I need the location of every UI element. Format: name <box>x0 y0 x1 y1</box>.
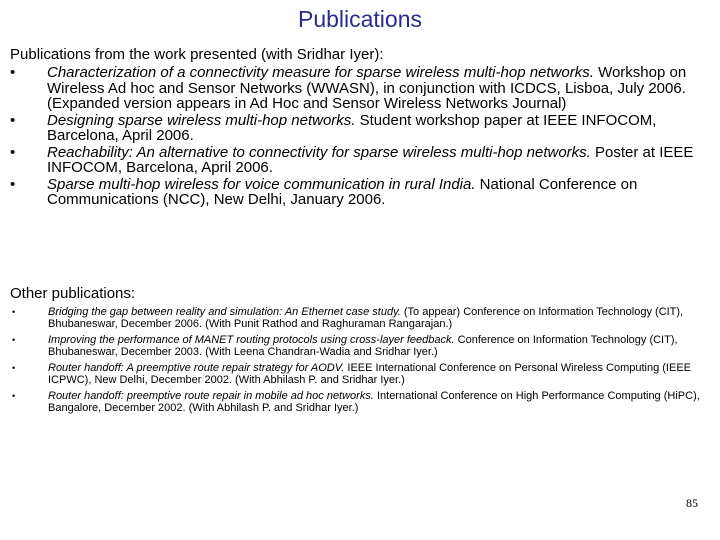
page-title: Publications <box>297 6 423 32</box>
bullet-icon: • <box>12 335 16 345</box>
publication-details: Student workshop paper at IEEE INFOCOM, Barcelona, April 2006. <box>47 111 657 144</box>
list-item <box>10 334 715 358</box>
bullet-icon: • <box>10 64 16 81</box>
publication-title: Improving the performance of MANET routing protocols using cross-layer feedback. <box>48 334 455 346</box>
bullet-icon: • <box>12 363 16 373</box>
bullet-icon: • <box>10 143 16 161</box>
publication-title: Bridging the gap between reality and simulation: An Ethernet case study. <box>48 306 401 318</box>
list-item <box>10 65 715 112</box>
other-publications-heading: Other publications: <box>10 285 136 302</box>
bullet-icon: • <box>12 391 16 401</box>
publication-title: Designing sparse wireless multi-hop networks. <box>47 111 356 129</box>
bullet-icon: • <box>10 111 16 129</box>
bullet-icon: • <box>10 175 16 193</box>
publication-details: Poster at IEEE INFOCOM, Barcelona, April 2006. <box>47 143 694 176</box>
list-item <box>10 145 715 176</box>
main-publications-heading: Publications from the work presented (with Sridhar Iyer): <box>10 46 384 63</box>
page-number: 85 <box>686 496 698 510</box>
publication-title: Router handoff: preemptive route repair in mobile ad hoc networks. <box>48 390 374 402</box>
publication-title: Characterization of a connectivity measure for sparse wireless multi-hop networks. <box>47 64 594 81</box>
publication-details: Workshop on Wireless Ad hoc and Sensor Networks (WWASN), in conjunction with ICDCS, Lisboa, July 2006. (Expanded version appears in Ad Hoc and Sensor Wireless Networks Journal) <box>47 64 687 112</box>
list-item <box>10 390 715 414</box>
list-item <box>10 306 715 330</box>
publication-details: (To appear) Conference on Information Technology (CIT), Bhubaneswar, December 2006. (With Punit Rathod and Raghuraman Rangarajan.) <box>48 306 684 330</box>
publication-title: Sparse multi-hop wireless for voice communication in rural India. <box>47 175 476 193</box>
bullet-icon: • <box>12 307 16 317</box>
publication-details: International Conference on High Performance Computing (HiPC), Bangalore, December 2002. (With Abhilash P. and Sridhar Iyer.) <box>48 390 700 414</box>
publication-title: Reachability: An alternative to connectivity for sparse wireless multi-hop networks. <box>47 143 591 161</box>
publication-details: Conference on Information Technology (CIT), Bhubaneswar, December 2003. (With Leena Chandran-Wadia and Sridhar Iyer.) <box>48 334 678 358</box>
publication-details: IEEE International Conference on Personal Wireless Computing (IEEE ICPWC), New Delhi, December 2002. (With Abhilash P. and Sridhar Iyer.) <box>48 362 691 386</box>
publication-details: National Conference on Communications (NCC), New Delhi, January 2006. <box>47 175 638 208</box>
list-item <box>10 177 715 208</box>
list-item <box>10 113 715 144</box>
publication-title: Router handoff: A preemptive route repair strategy for AODV. <box>48 362 345 374</box>
list-item <box>10 362 715 386</box>
other-publications-list <box>10 306 715 418</box>
main-publications-list <box>10 65 715 209</box>
